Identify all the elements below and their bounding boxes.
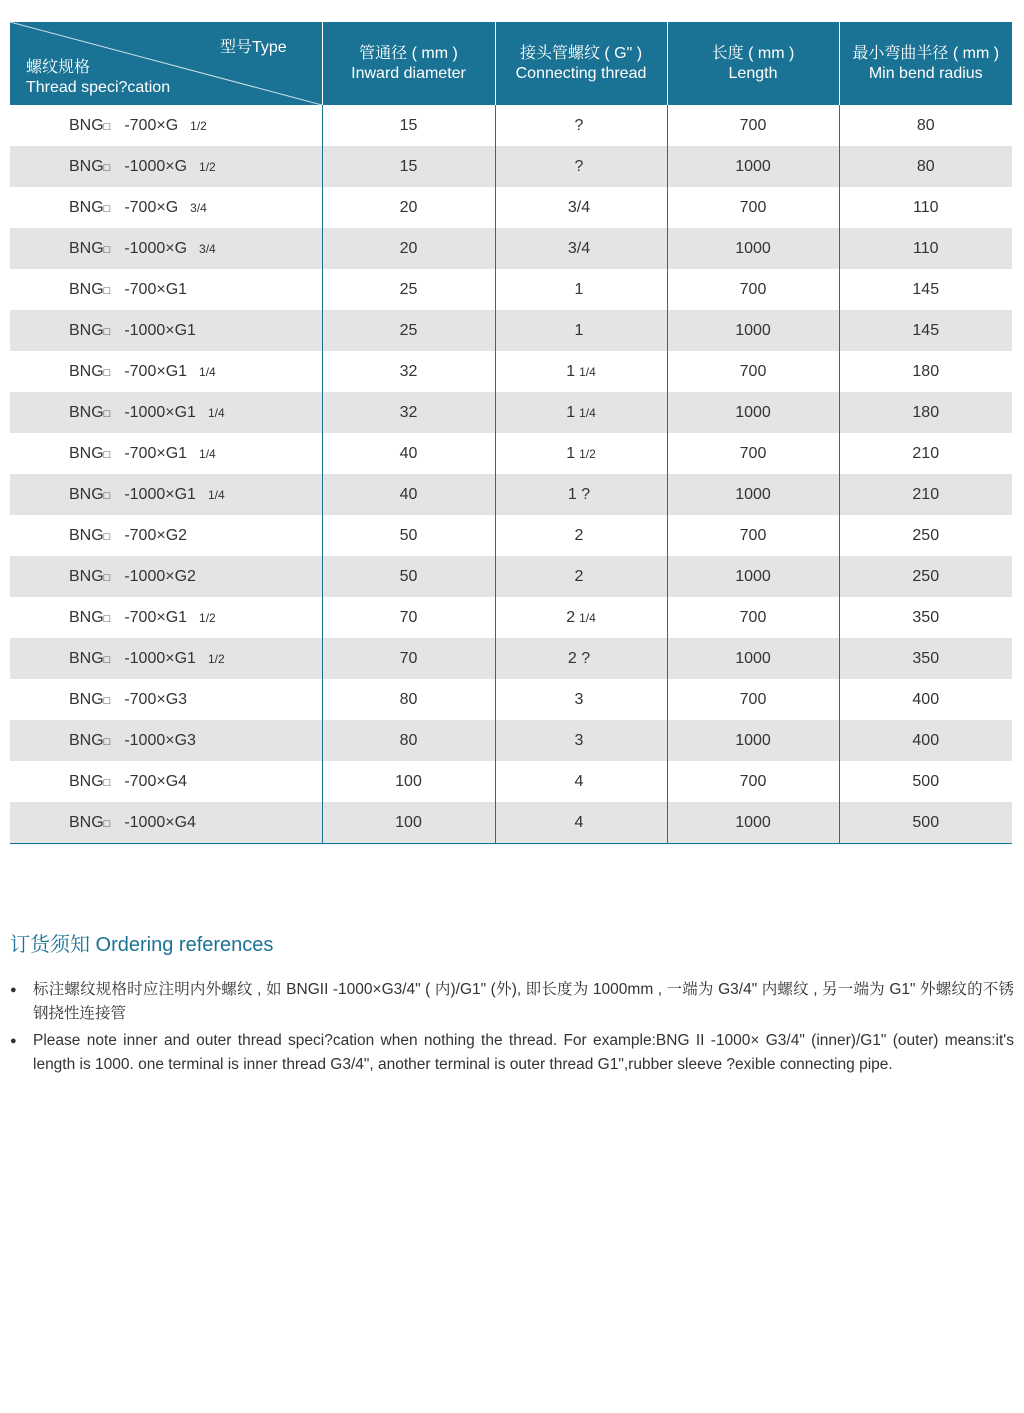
length-cell: 700 bbox=[667, 351, 839, 392]
diameter-cell: 80 bbox=[322, 679, 495, 720]
length-cell: 700 bbox=[667, 515, 839, 556]
model-cell: BNG□ -700×G2 bbox=[69, 526, 188, 544]
length-cell: 1000 bbox=[667, 556, 839, 597]
placeholder-square-icon: □ bbox=[103, 284, 111, 297]
length-cell: 700 bbox=[667, 187, 839, 228]
table-row bbox=[10, 105, 1012, 146]
bend-radius-cell: 250 bbox=[839, 556, 1012, 597]
table-row bbox=[10, 228, 1012, 269]
bend-radius-cell: 350 bbox=[839, 638, 1012, 679]
table-row bbox=[10, 433, 1012, 474]
ordering-title: 订货须知 Ordering references bbox=[10, 934, 274, 956]
bend-radius-cell: 110 bbox=[839, 187, 1012, 228]
length-cell: 700 bbox=[667, 597, 839, 638]
model-cell: BNG□ -1000×G2 bbox=[10, 556, 322, 597]
ordering-notes bbox=[10, 978, 1014, 1080]
placeholder-square-icon: □ bbox=[103, 694, 111, 707]
model-cell: BNG□ -1000×G1 1/4 bbox=[10, 474, 322, 515]
model-cell: BNG□ -700×G1 1/4 bbox=[69, 444, 216, 462]
spec-label-en: Thread speci?cation bbox=[26, 79, 171, 96]
thread-cell: 4 bbox=[495, 761, 667, 802]
thread-cell: 4 bbox=[495, 802, 667, 844]
placeholder-square-icon: □ bbox=[103, 161, 111, 174]
placeholder-square-icon: □ bbox=[103, 776, 111, 789]
diameter-cell: 20 bbox=[322, 228, 495, 269]
length-cell: 1000 bbox=[667, 720, 839, 761]
diameter-cell: 70 bbox=[322, 638, 495, 679]
diameter-cell: 32 bbox=[322, 351, 495, 392]
header-length: 长度 ( mm ) Length bbox=[667, 22, 839, 105]
length-cell: 1000 bbox=[667, 474, 839, 515]
model-cell: BNG□ -700×G1 1/2 bbox=[69, 608, 216, 626]
thread-cell: 1 1/4 bbox=[495, 392, 667, 433]
placeholder-square-icon: □ bbox=[103, 120, 111, 133]
table-row bbox=[10, 310, 1012, 351]
bend-radius-cell: 350 bbox=[839, 597, 1012, 638]
model-cell: BNG□ -1000×G1 1/2 bbox=[10, 638, 322, 679]
diameter-cell: 15 bbox=[322, 146, 495, 187]
spec-table bbox=[10, 22, 1012, 844]
length-cell: 1000 bbox=[667, 638, 839, 679]
thread-cell: 1 ? bbox=[495, 474, 667, 515]
diameter-cell: 40 bbox=[322, 474, 495, 515]
type-label: 型号Type bbox=[220, 39, 287, 56]
placeholder-square-icon: □ bbox=[103, 653, 111, 666]
header-thread: 接头管螺纹 ( G" ) Connecting thread bbox=[495, 22, 667, 105]
table-row bbox=[10, 597, 1012, 638]
model-cell: BNG□ -700×G1 1/4 bbox=[69, 362, 216, 380]
model-cell: BNG□ -700×G4 bbox=[69, 772, 188, 790]
bend-radius-cell: 145 bbox=[839, 269, 1012, 310]
diameter-cell: 100 bbox=[322, 802, 495, 844]
model-cell: BNG□ -1000×G 1/2 bbox=[10, 146, 322, 187]
thread-cell: 3/4 bbox=[495, 228, 667, 269]
thread-cell: 2 ? bbox=[495, 638, 667, 679]
model-cell: BNG□ -700×G 3/4 bbox=[69, 198, 207, 216]
length-cell: 700 bbox=[667, 433, 839, 474]
table-row bbox=[10, 474, 1012, 515]
thread-cell: 1 1/4 bbox=[495, 351, 667, 392]
length-cell: 1000 bbox=[667, 392, 839, 433]
table-row bbox=[10, 269, 1012, 310]
diameter-cell: 20 bbox=[322, 187, 495, 228]
thread-cell: 2 bbox=[495, 515, 667, 556]
thread-cell: 3 bbox=[495, 679, 667, 720]
thread-cell: 3/4 bbox=[495, 187, 667, 228]
table-row bbox=[10, 720, 1012, 761]
thread-cell: 2 bbox=[495, 556, 667, 597]
diameter-cell: 15 bbox=[322, 105, 495, 146]
bend-radius-cell: 180 bbox=[839, 351, 1012, 392]
header-diameter: 管通径 ( mm ) Inward diameter bbox=[322, 22, 495, 105]
diameter-cell: 50 bbox=[322, 515, 495, 556]
table-row bbox=[10, 146, 1012, 187]
length-cell: 700 bbox=[667, 761, 839, 802]
placeholder-square-icon: □ bbox=[103, 202, 111, 215]
bend-radius-cell: 210 bbox=[839, 433, 1012, 474]
table-row bbox=[10, 351, 1012, 392]
placeholder-square-icon: □ bbox=[103, 612, 111, 625]
length-cell: 1000 bbox=[667, 802, 839, 844]
placeholder-square-icon: □ bbox=[103, 407, 111, 420]
placeholder-square-icon: □ bbox=[103, 448, 111, 461]
diameter-cell: 70 bbox=[322, 597, 495, 638]
diameter-cell: 25 bbox=[322, 269, 495, 310]
bend-radius-cell: 500 bbox=[839, 802, 1012, 844]
placeholder-square-icon: □ bbox=[103, 366, 111, 379]
thread-cell: ? bbox=[495, 105, 667, 146]
bend-radius-cell: 210 bbox=[839, 474, 1012, 515]
table-row bbox=[10, 187, 1012, 228]
bend-radius-cell: 80 bbox=[839, 146, 1012, 187]
placeholder-square-icon: □ bbox=[103, 571, 111, 584]
thread-cell: 1 bbox=[495, 310, 667, 351]
model-cell: BNG□ -700×G3 bbox=[69, 690, 188, 708]
thread-cell: 1 bbox=[495, 269, 667, 310]
length-cell: 700 bbox=[667, 269, 839, 310]
table-row bbox=[10, 556, 1012, 597]
model-cell: BNG□ -700×G1 bbox=[69, 280, 188, 298]
thread-cell: ? bbox=[495, 146, 667, 187]
placeholder-square-icon: □ bbox=[103, 489, 111, 502]
model-cell: BNG□ -1000×G 3/4 bbox=[10, 228, 322, 269]
bend-radius-cell: 400 bbox=[839, 720, 1012, 761]
placeholder-square-icon: □ bbox=[103, 243, 111, 256]
diameter-cell: 40 bbox=[322, 433, 495, 474]
thread-cell: 3 bbox=[495, 720, 667, 761]
placeholder-square-icon: □ bbox=[103, 735, 111, 748]
placeholder-square-icon: □ bbox=[103, 325, 111, 338]
bend-radius-cell: 250 bbox=[839, 515, 1012, 556]
bend-radius-cell: 80 bbox=[839, 105, 1012, 146]
model-cell: BNG□ -1000×G1 1/4 bbox=[10, 392, 322, 433]
thread-cell: 1 1/2 bbox=[495, 433, 667, 474]
bend-radius-cell: 500 bbox=[839, 761, 1012, 802]
model-cell: BNG□ -700×G 1/2 bbox=[69, 116, 207, 134]
length-cell: 700 bbox=[667, 105, 839, 146]
header-bend-radius: 最小弯曲半径 ( mm ) Min bend radius bbox=[839, 22, 1012, 105]
table-row bbox=[10, 761, 1012, 802]
diameter-cell: 32 bbox=[322, 392, 495, 433]
table-row bbox=[10, 392, 1012, 433]
bend-radius-cell: 180 bbox=[839, 392, 1012, 433]
placeholder-square-icon: □ bbox=[103, 817, 111, 830]
bend-radius-cell: 110 bbox=[839, 228, 1012, 269]
model-cell: BNG□ -1000×G1 bbox=[10, 310, 322, 351]
placeholder-square-icon: □ bbox=[103, 530, 111, 543]
model-cell: BNG□ -1000×G4 bbox=[10, 802, 322, 844]
header-type-spec bbox=[10, 22, 322, 105]
bend-radius-cell: 400 bbox=[839, 679, 1012, 720]
table-row bbox=[10, 515, 1012, 556]
diameter-cell: 25 bbox=[322, 310, 495, 351]
length-cell: 700 bbox=[667, 679, 839, 720]
diameter-cell: 80 bbox=[322, 720, 495, 761]
length-cell: 1000 bbox=[667, 228, 839, 269]
note-cn: ● 标注螺纹规格时应注明内外螺纹 , 如 BNGII -1000×G3/4" ( 内)/G1" (外), 即长度为 1000mm , 一端为 G3/4" 内螺纹 , 另一端为 G1" 外螺纹的不锈钢挠性连接管 bbox=[10, 978, 1014, 1026]
table-row bbox=[10, 679, 1012, 720]
table-row bbox=[10, 802, 1012, 844]
bend-radius-cell: 145 bbox=[839, 310, 1012, 351]
length-cell: 1000 bbox=[667, 310, 839, 351]
model-cell: BNG□ -1000×G3 bbox=[10, 720, 322, 761]
spec-label-cn: 螺纹规格 bbox=[26, 59, 91, 76]
thread-cell: 2 1/4 bbox=[495, 597, 667, 638]
length-cell: 1000 bbox=[667, 146, 839, 187]
diameter-cell: 50 bbox=[322, 556, 495, 597]
table-row bbox=[10, 638, 1012, 679]
note-en: ● Please note inner and outer thread speci?cation when nothing the thread. For example:BNG II -1000× G3/4" (inner)/G1" (outer) means:it's length is 1000. one terminal is inner thread G3/4", another terminal is outer thread G1",rubber sleeve ?exible connecting pipe. bbox=[10, 1029, 1014, 1077]
diameter-cell: 100 bbox=[322, 761, 495, 802]
